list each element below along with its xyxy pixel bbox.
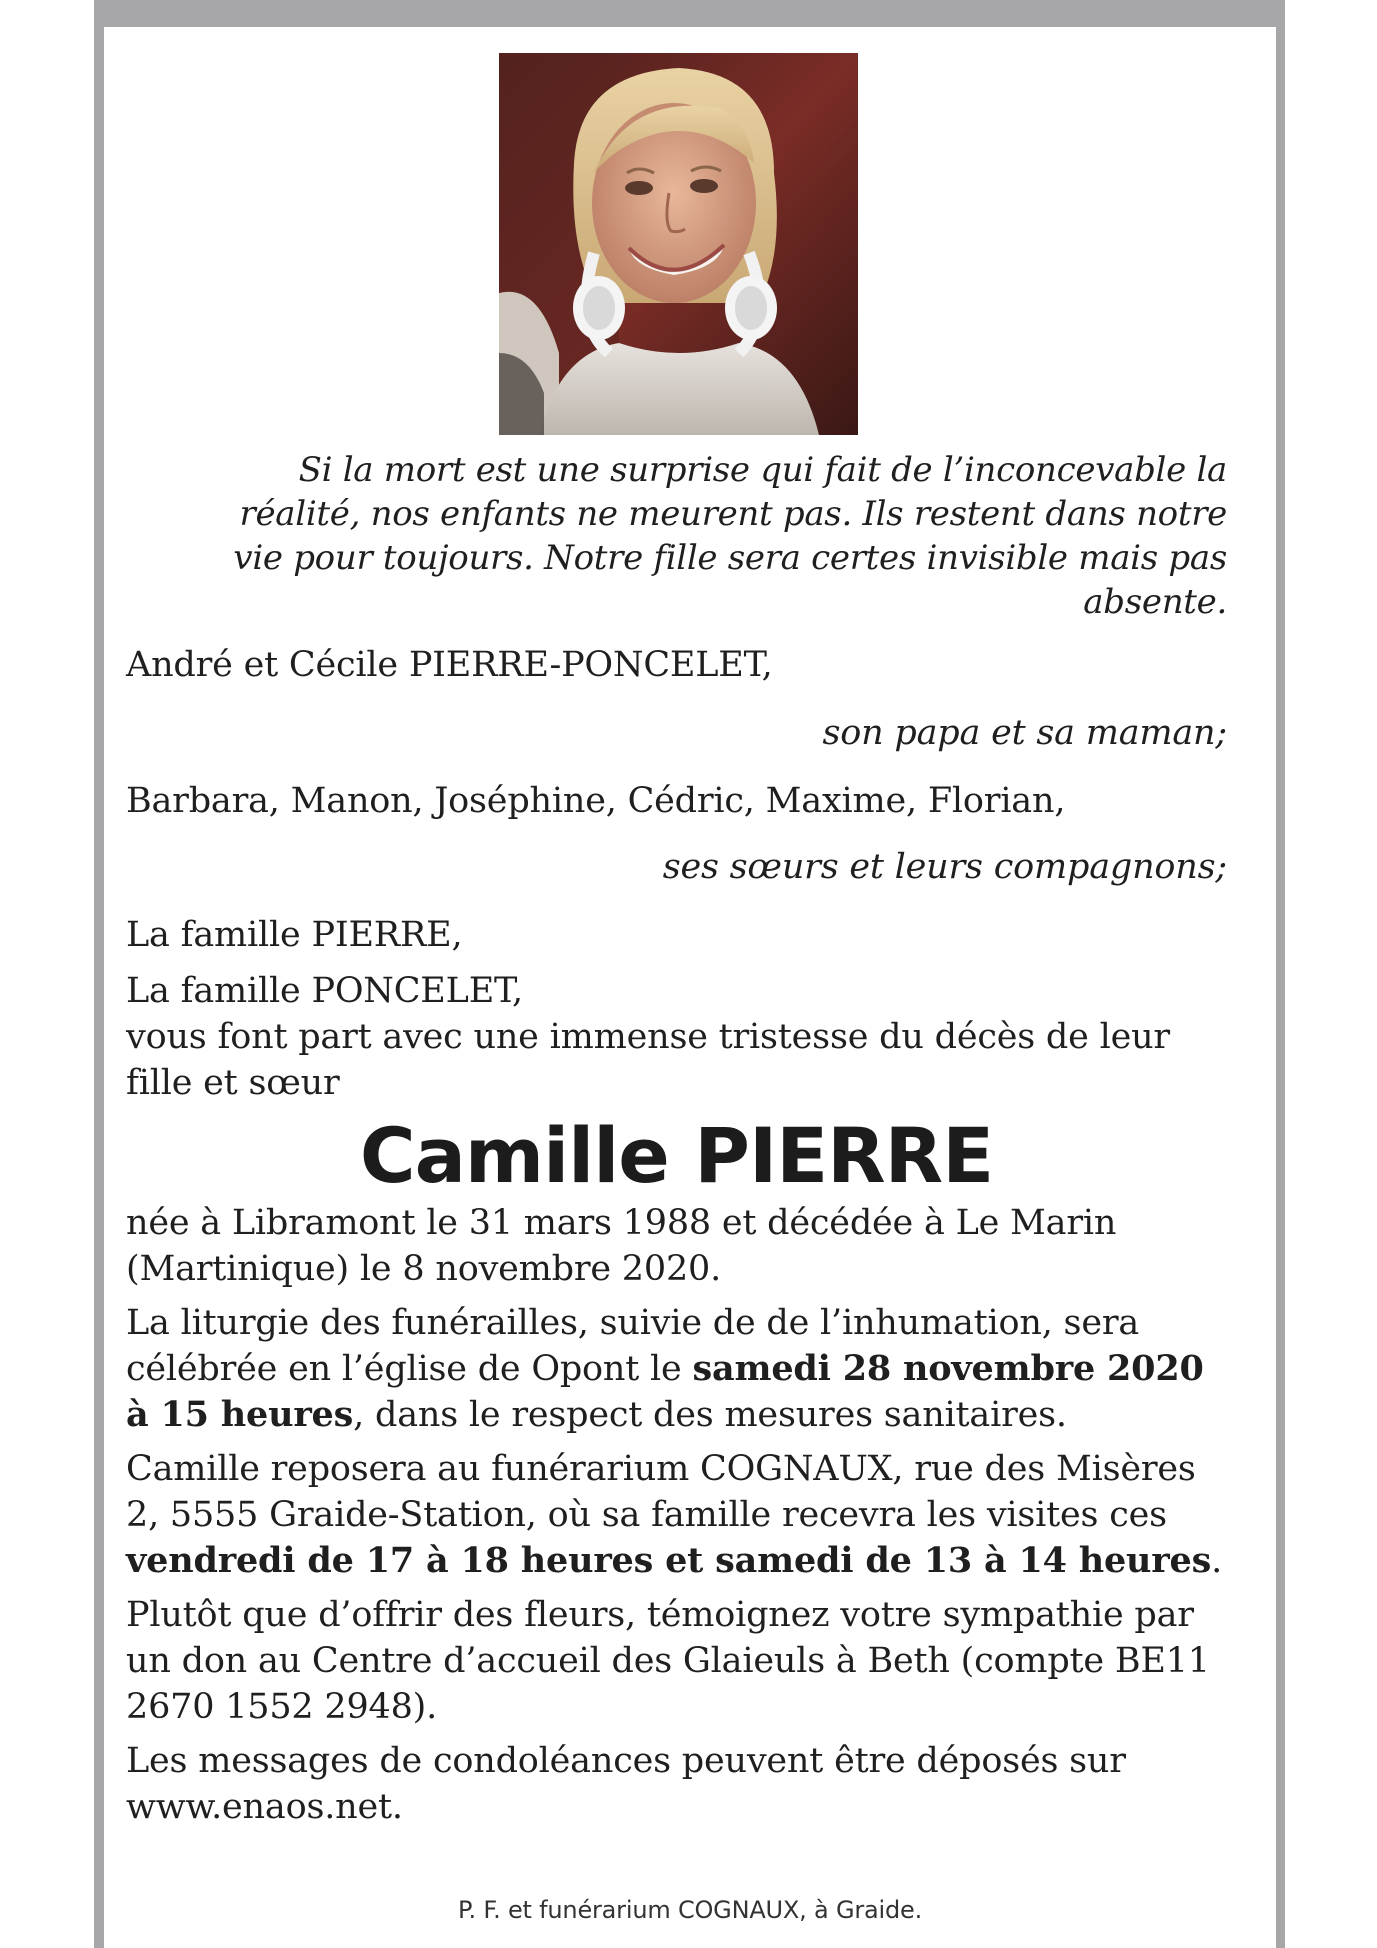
announcement-line: fille et sœur [126,1063,340,1103]
funerarium-line [126,1538,1227,1584]
liturgy-line [126,1392,1227,1438]
visiting-hours-end: . [1211,1541,1223,1581]
parents-names: André et Cécile PIERRE-PONCELET, [126,645,773,685]
donation-text [126,1592,1227,1730]
funerarium-line: 2, 5555 Graide-Station, où sa famille recevra les visites ces [126,1495,1167,1535]
liturgy-line [126,1346,1227,1392]
funerarium-text [126,1446,1227,1584]
deceased-name: Camille PIERRE [359,1111,994,1200]
birth-death-line: née à Libramont le 31 mars 1988 et décédée à Le Marin [126,1203,1117,1243]
portrait-photo-image [499,53,858,435]
donation-line: Plutôt que d’offrir des fleurs, témoignez votre sympathie par [126,1595,1194,1635]
quote-line: vie pour toujours. Notre fille sera certes invisible mais pas [233,538,1227,578]
obituary-text [126,448,1227,1830]
liturgy-text [126,1300,1227,1438]
quote-line: Si la mort est une surprise qui fait de l’inconcevable la [298,450,1227,490]
donation-line: un don au Centre d’accueil des Glaieuls à Beth (compte BE11 [126,1641,1210,1681]
liturgy-date: samedi 28 novembre 2020 [692,1348,1204,1389]
announcement-line: vous font part avec une immense tristesse du décès de leur [126,1017,1170,1057]
family-poncelet: La famille PONCELET, [126,971,523,1011]
parents-role: son papa et sa maman; [822,713,1227,753]
quote-line: réalité, nos enfants ne meurent pas. Ils restent dans notre [239,494,1227,534]
liturgy-line: La liturgie des funérailles, suivie de de l’inhumation, sera [126,1303,1140,1343]
funeral-home-credit: P. F. et funérarium COGNAUX, à Graide. [457,1896,923,1924]
siblings-role: ses sœurs et leurs compagnons; [662,847,1227,887]
liturgy-church: célébrée en l’église de Opont le [126,1349,693,1389]
liturgy-time: à 15 heures [126,1394,354,1435]
condolences-link[interactable]: www.enaos.net. [126,1787,403,1827]
family-pierre: La famille PIERRE, [126,915,463,955]
birth-death-text [126,1200,1227,1292]
visiting-hours: vendredi de 17 à 18 heures et samedi de 13 à 14 heures [126,1540,1212,1581]
condolences-text [126,1738,1227,1830]
donation-line: 2670 1552 2948). [126,1687,438,1727]
birth-death-line: (Martinique) le 8 novembre 2020. [126,1249,722,1289]
liturgy-sanitary: , dans le respect des mesures sanitaires. [353,1395,1067,1435]
funerarium-line: Camille reposera au funérarium COGNAUX, rue des Misères [126,1449,1196,1489]
epigraph-quote [126,448,1227,624]
announcement-text [126,1014,1227,1106]
quote-line: absente. [1083,582,1227,622]
portrait-photo [499,53,858,435]
siblings-names: Barbara, Manon, Joséphine, Cédric, Maxime, Florian, [126,781,1066,821]
condolences-line: Les messages de condoléances peuvent être déposés sur [126,1741,1126,1781]
